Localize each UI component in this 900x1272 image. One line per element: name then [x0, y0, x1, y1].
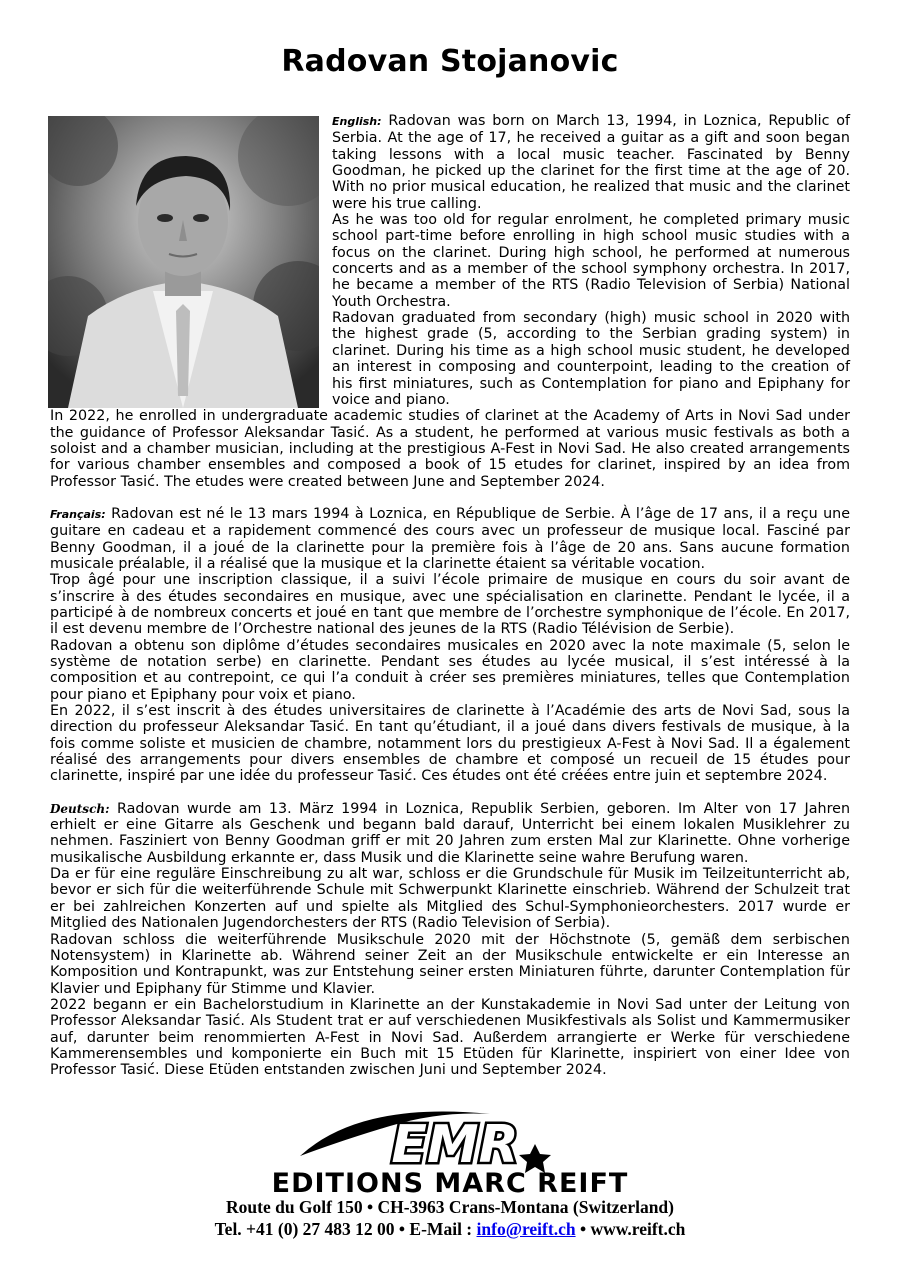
english-paragraph-4: In 2022, he enrolled in undergraduate academic studies of clarinet at the Academy of Arts in Novi Sad under the guidance of Professor Aleksandar Tasić. As a student, he performed at various music festivals as both a soloist and a chamber musician, including at the prestigious A-Fest in Novi Sad. He also created arrangements for various chamber ensembles and composed a book of 15 etudes for clarinet, inspired by an idea from Professor Tasić. The etudes were created between June and September 2024.: [50, 408, 850, 490]
english-label: English:: [332, 115, 382, 128]
german-paragraph-1: Deutsch: Radovan wurde am 13. März 1994 in Loznica, Republik Serbien, geboren. Im Alter von 17 Jahren erhielt er eine Gitarre als Geschenk und begann bald darauf, Unterricht bei einem lokalen Musiklehrer zu nehmen. Fasziniert von Benny Goodman griff er mit 20 Jahren zum ersten Mal zur Klarinette. Ohne vorherige musikalische Ausbildung erkannte er, dass Musik und die Klarinette seine wahre Berufung waren.: [50, 800, 851, 866]
page-title: Radovan Stojanovic: [281, 44, 619, 79]
portrait-illustration: [48, 116, 319, 408]
english-paragraph-2: As he was too old for regular enrolment, he completed primary music school part-time before enrolling in high school music studies with a focus on the clarinet. During high school, he performed at numerous concerts and as a member of the school symphony orchestra. In 2017, he became a member of the RTS (Radio Television of Serbia) National Youth Orchestra.: [332, 212, 850, 310]
english-paragraph-3: Radovan graduated from secondary (high) music school in 2020 with the highest grade (5, according to the Serbian grading system) in clarinet. During his time as a high school music student, he developed an interest in composing and counterpoint, leading to the creation of his first miniatures, such as Contemplation for piano and Epiphany for voice and piano.: [332, 310, 850, 408]
german-paragraph-2: Da er für eine reguläre Einschreibung zu alt war, schloss er die Grundschule für Musik im Teilzeitunterricht ab, bevor er sich für die weiterführende Schule mit Schwerpunkt Klarinette einschrieb. Während der Schulzeit trat er bei zahlreichen Konzerten auf und spielte als Mitglied des Schul-Symphonieorchesters. 2017 wurde er Mitglied des Nationalen Jugendorchesters der RTS (Radio Television of Serbia).: [50, 866, 850, 932]
french-section: [50, 506, 850, 785]
portrait-photo: [48, 116, 319, 408]
publisher-logo: [240, 1106, 660, 1196]
french-label: Français:: [50, 507, 106, 521]
publisher-address: Route du Golf 150 • CH-3963 Crans-Montana (Switzerland): [226, 1197, 674, 1217]
german-section: [50, 801, 850, 1079]
publisher-contact: Tel. +41 (0) 27 483 12 00 • E-Mail : info@reift.ch • www.reift.ch: [214, 1219, 686, 1239]
french-paragraph-2: Trop âgé pour une inscription classique, il a suivi l’école primaire de musique en cours du soir avant de s’inscrire à des études secondaires en musique, avec une spécialisation en clarinette. Pendant le lycée, il a participé à de nombreux concerts et joué en tant que membre de l’orchestre symphonique de l’école. En 2017, il est devenu membre de l’Orchestre national des jeunes de la RTS (Radio Télévision de Serbie).: [50, 572, 850, 638]
german-paragraph-3: Radovan schloss die weiterführende Musikschule 2020 mit der Höchstnote (5, gemäß dem serbischen Notensystem) in Klarinette ab. Während seiner Zeit an der Musikschule entwickelte er ein Interesse an Komposition und Kontrapunkt, was zur Entstehung seiner ersten Miniaturen führte, darunter Contemplation für Klavier und Epiphany für Stimme und Klavier.: [50, 931, 850, 997]
emr-logo-icon: [240, 1106, 660, 1196]
svg-text:EMR: EMR: [391, 1115, 519, 1175]
email-link[interactable]: info@reift.ch: [476, 1219, 576, 1239]
svg-text:EDITIONS MARC REIFT: EDITIONS MARC REIFT: [271, 1168, 629, 1196]
biography: [50, 113, 850, 1079]
german-label: Deutsch:: [50, 801, 110, 816]
french-paragraph-1: Français: Radovan est né le 13 mars 1994 à Loznica, en République de Serbie. À l’âge de 17 ans, il a reçu une guitare en cadeau et a rapidement commencé des cours avec un professeur de musique local. Fasciné par Benny Goodman, il a joué de la clarinette pour la première fois à l’âge de 20 ans. Sans aucune formation musicale préalable, il a réalisé que la musique et la clarinette étaient sa véritable vocation.: [50, 505, 851, 572]
english-paragraph-1: English: Radovan was born on March 13, 1994, in Loznica, Republic of Serbia. At the age of 17, he received a guitar as a gift and soon began taking lessons with a local music teacher. Fascinated by Benny Goodman, he picked up the clarinet for the first time at the age of 20. With no prior musical education, he realized that music and the clarinet were his true calling.: [332, 113, 850, 212]
german-paragraph-4: 2022 begann er ein Bachelorstudium in Klarinette an der Kunstakademie in Novi Sad unter der Leitung von Professor Aleksandar Tasić. Als Student trat er auf verschiedenen Musikfestivals als Solist und Kammermusiker auf, darunter beim renommierten A-Fest in Novi Sad. Außerdem arrangierte er Werke für verschiedene Kammerensembles und komponierte ein Buch mit 15 Etüden für Klarinette, inspiriert von einer Idee von Professor Tasić. Diese Etüden entstanden zwischen Juni und September 2024.: [50, 996, 850, 1079]
french-paragraph-4: En 2022, il s’est inscrit à des études universitaires de clarinette à l’Académie des arts de Novi Sad, sous la direction du professeur Aleksandar Tasić. En tant qu’étudiant, il a joué dans divers festivals de musique, à la fois comme soliste et musicien de chambre, notamment lors du prestigieux A-Fest à Novi Sad. Il a également réalisé des arrangements pour divers ensembles de chambre et composé un recueil de 15 études pour clarinette, inspiré par une idée du professeur Tasić. Ces études ont été créées entre juin et septembre 2024.: [50, 703, 850, 785]
french-paragraph-3: Radovan a obtenu son diplôme d’études secondaires musicales en 2020 avec la note maximale (5, selon le système de notation serbe) en clarinette. Pendant ses études au lycée musical, il s’est intéressé à la composition et au contrepoint, ce qui l’a conduit à créer ses premières miniatures, telles que Contemplation pour piano et Epiphany pour voix et piano.: [50, 637, 850, 703]
publisher-footer: [0, 1106, 900, 1240]
